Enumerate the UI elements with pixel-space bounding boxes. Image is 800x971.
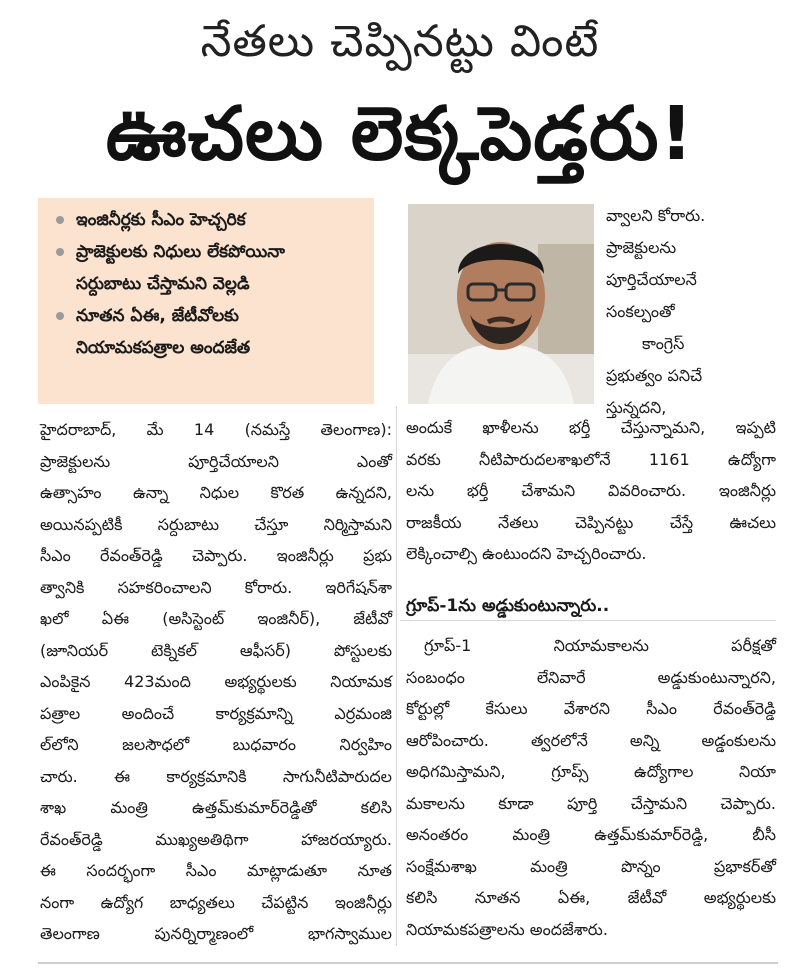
- text-line: గ్రూప్-1 నియామకాలను పరీక్షతో: [424, 636, 776, 655]
- main-headline: ఊచలు లెక్కపెడ్తరు!: [105, 91, 695, 177]
- text-line: రాజకీయ నేతలు చెప్పినట్టు చేస్తే ఊచలు: [406, 512, 776, 532]
- highlight-line: ఇంజినీర్లకు సీఎం హెచ్చరిక: [76, 210, 246, 230]
- text-line: ప్రభుత్వం పనిచే: [606, 366, 703, 385]
- article-left-column: [40, 414, 392, 950]
- text-line: వరకు నీటిపారుదలశాఖలోనే 1161 ఉద్యోగా: [406, 449, 776, 469]
- text-line: ప్రాజెక్టులను పూర్తిచేయాలని ఎంతో: [40, 451, 392, 471]
- text-line: ఖలో ఏఈ (అసిస్టెంట్ ఇంజినీర్), జేటీవో: [40, 609, 392, 628]
- text-line: తెలంగాణ పునర్నిర్మాణంలో భాగస్వాముల: [40, 924, 392, 943]
- text-line: నియామకపత్రాలను అందజేశారు.: [406, 919, 608, 939]
- text-line: సంబంధం లేనివారే అడ్డుకుంటున్నారని,: [406, 667, 776, 687]
- text-line: అందుకే ఖాళీలను భర్తీ చేస్తున్నామని, ఇప్పటి: [406, 418, 776, 437]
- highlight-line: నియామకపత్రాల అందజేత: [76, 338, 251, 358]
- portrait-illustration: [408, 204, 594, 404]
- text-line: అధిగమిస్తామని, గ్రూప్స్ ఉద్యోగాల నియా: [406, 762, 776, 781]
- text-line: ల్‌లోని జలసౌధలో బుధవారం నిర్వహిం: [40, 735, 392, 754]
- text-line: సంకల్పంతో: [606, 302, 675, 321]
- text-line: కలిసి నూతన ఏఈ, జేటీవో అభ్యర్థులకు: [406, 888, 776, 907]
- text-line: స్తున్నదని,: [606, 398, 667, 417]
- highlight-item: [56, 300, 364, 364]
- bottom-rule: [38, 962, 778, 964]
- text-line: చారు. ఈ కార్యక్రమానికి సాగునీటిపారుదల: [40, 766, 392, 786]
- text-line: ప్రాజెక్టులను: [606, 238, 677, 257]
- text-line: ఈ సందర్భంగా సీఎం మాట్లాడుతూ నూత: [40, 861, 392, 880]
- text-line: అయినప్పటికీ సర్దుబాటు చేస్తూ నిర్మిస్తామని: [40, 514, 392, 534]
- bullet-icon: [56, 216, 64, 224]
- text-line: లెక్కించాల్సి ఉంటుందని హెచ్చరించారు.: [406, 544, 647, 563]
- text-line: రేవంత్‌రెడ్డి ముఖ్యఅతిథిగా హాజరయ్యారు.: [40, 829, 392, 849]
- column-divider: [396, 406, 397, 946]
- highlight-item: [56, 204, 364, 236]
- highlights-box: [38, 198, 374, 404]
- bullet-icon: [56, 312, 64, 320]
- highlight-line: సర్దుబాటు చేస్తామని వెల్లడి: [76, 274, 250, 294]
- text-line: కోర్టుల్లో కేసులు వేశారని సీఎం రేవంత్‌రెడ్డి: [406, 699, 776, 718]
- text-line: కాంగ్రెస్: [642, 334, 685, 353]
- text-line: పత్రాల అందించే కార్యక్రమాన్ని ఎర్రమంజి: [40, 703, 392, 723]
- text-line: సంక్షేమశాఖ మంత్రి పొన్నం ప్రభాకర్‌తో: [406, 856, 776, 876]
- portrait-photo: [408, 204, 594, 404]
- text-line: సీఎం రేవంత్‌రెడ్డి చెప్పారు. ఇంజినీర్లు ప్రభు: [40, 546, 392, 565]
- text-line: ఎంపికైన 423మంది అభ్యర్థులకు నియామక: [40, 672, 392, 691]
- highlight-item: [56, 236, 364, 300]
- text-line: ఉత్సాహం ఉన్నా నిధుల కొరత ఉన్నదని,: [40, 483, 392, 502]
- article-right-column-top: [406, 412, 776, 570]
- highlight-line: ప్రాజెక్టులకు నిధులు లేకపోయినా: [76, 242, 285, 262]
- text-line: శాఖ మంత్రి ఉత్తమ్‌కుమార్‌రెడ్డితో కలిసి: [40, 798, 392, 817]
- text-line: ఆరోపించారు. త్వరలోనే అన్ని అడ్డంకులను: [406, 730, 776, 750]
- text-line: త్వానికి సహకరించాలని కోరారు. ఇరిగేషన్‌శా: [40, 577, 392, 597]
- subheading: గ్రూప్-1ను అడ్డుకుంటున్నారు..: [406, 596, 610, 616]
- text-line: (జూనియర్ టెక్నికల్ ఆఫీసర్) పోస్టులకు: [40, 640, 392, 660]
- text-line: లను భర్తీ చేశామని వివరించారు. ఇంజినీర్లు: [406, 481, 776, 500]
- highlight-line: నూతన ఏఈ, జేటీవోలకు: [76, 306, 239, 326]
- text-line: వ్వాలని కోరారు.: [606, 206, 706, 225]
- article-right-column-bottom: [406, 630, 776, 945]
- bullet-icon: [56, 248, 64, 256]
- text-line: అనంతరం మంత్రి ఉత్తమ్‌కుమార్‌రెడ్డి, బీసీ: [406, 825, 776, 844]
- text-line: నంగా ఉద్యోగ బాధ్యతలు చేపట్టిన ఇంజినీర్లు: [40, 892, 392, 912]
- text-line: మకాలను కూడా పూర్తి చేస్తామని చెప్పారు.: [406, 793, 776, 813]
- side-column-text: [606, 200, 776, 424]
- text-line: పూర్తిచేయాలనే: [606, 270, 697, 289]
- text-line: హైదరాబాద్, మే 14 (నమస్తే తెలంగాణ):: [40, 420, 392, 439]
- kicker-headline: నేతలు చెప్పినట్టు వింటే: [200, 16, 600, 67]
